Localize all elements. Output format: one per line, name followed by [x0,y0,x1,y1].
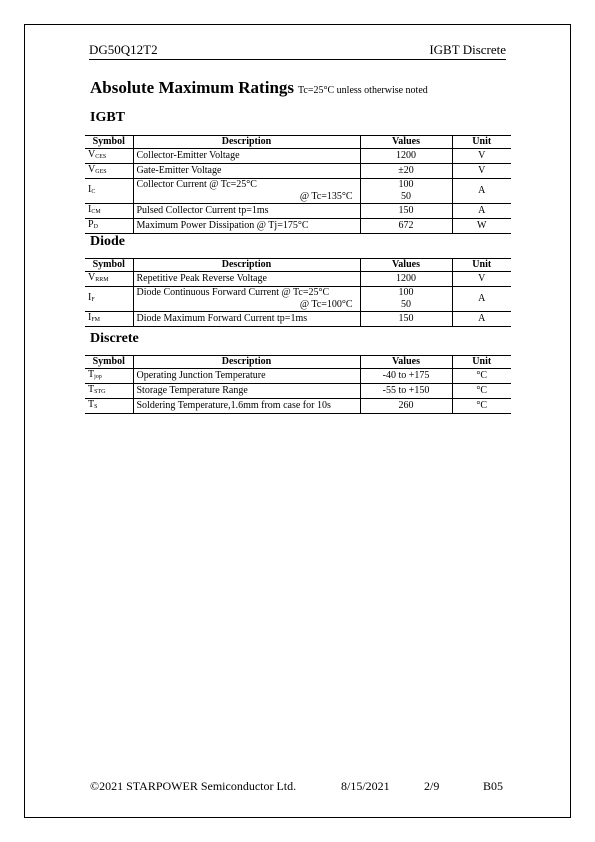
symbol-letter: V [88,149,96,160]
footer-date: 8/15/2021 [341,779,390,793]
symbol-cell [85,164,133,179]
value-line: 50 [401,299,411,310]
symbol-cell [85,149,133,164]
value-line: 672 [398,220,414,231]
symbol-letter: T [88,384,95,395]
diode-table [85,258,511,327]
table-row [85,384,511,399]
symbol-letter: I [88,312,92,323]
table-row [85,204,511,219]
value-cell [360,204,452,219]
description-line: Diode Maximum Forward Current tp=1ms [136,313,308,324]
symbol-letter: T [88,369,95,380]
description-line: Collector Current @ Tc=25°C [136,179,257,190]
table-row [85,179,511,204]
description-line: Gate-Emitter Voltage [136,165,222,176]
value-cell [360,312,452,327]
unit-header: Unit [452,136,511,149]
values-header: Values [360,136,452,149]
value-line: 100 [398,179,414,190]
symbol-cell [85,272,133,287]
description-header: Description [133,136,360,149]
unit-header: Unit [452,356,511,369]
ratings-title: Absolute Maximum Ratings [90,78,295,97]
unit-cell: °C [452,369,511,384]
part-number: DG50Q12T2 [89,42,158,57]
description-line: @ Tc=100°C [299,299,353,310]
value-cell [360,149,452,164]
page-number: 2/9 [424,779,440,793]
section-title [90,78,428,98]
symbol-letter: I [88,184,92,195]
unit-cell: A [452,312,511,327]
value-line: 260 [398,400,414,411]
value-cell [360,384,452,399]
symbol-letter: I [88,204,92,215]
unit-cell: °C [452,384,511,399]
description-cell [133,149,360,164]
symbol-letter: T [88,399,95,410]
symbol-cell [85,384,133,399]
symbol-subscript: CES [95,154,107,160]
description-header: Description [133,259,360,272]
symbol-header: Symbol [85,356,133,369]
discrete-table [85,355,511,414]
table-row [85,369,511,384]
symbol-letter: V [88,272,96,283]
symbol-subscript: S [94,404,98,410]
ratings-condition: Tc=25°C unless otherwise noted [298,85,428,96]
unit-cell: A [452,287,511,312]
symbol-cell [85,219,133,234]
table-header-row [85,259,511,272]
description-line: Diode Continuous Forward Current @ Tc=25°C [136,287,330,298]
value-cell [360,219,452,234]
value-cell [360,399,452,414]
symbol-subscript: RRM [95,277,109,283]
unit-cell: °C [452,399,511,414]
value-line: 1200 [396,273,416,284]
description-cell [133,312,360,327]
table-row [85,312,511,327]
unit-cell: A [452,204,511,219]
symbol-subscript: jop [94,374,102,380]
unit-cell: V [452,272,511,287]
description-cell [133,287,360,312]
symbol-subscript: CM [91,209,101,215]
unit-cell: V [452,149,511,164]
symbol-subscript: D [93,224,98,230]
value-cell [360,272,452,287]
description-line: Collector-Emitter Voltage [136,150,240,161]
revision-code: B05 [483,779,504,793]
description-line: Repetitive Peak Reverse Voltage [136,273,267,284]
description-line: @ Tc=135°C [299,191,353,202]
value-line: ±20 [398,165,414,176]
description-line: Pulsed Collector Current tp=1ms [136,205,269,216]
symbol-cell [85,369,133,384]
page-header [89,42,506,60]
copyright-text: ©2021 STARPOWER Semiconductor Ltd. [90,779,297,793]
description-cell [133,384,360,399]
symbol-cell [85,179,133,204]
symbol-subscript: GES [95,169,107,175]
value-line: 150 [398,205,414,216]
unit-header: Unit [452,259,511,272]
values-header: Values [360,356,452,369]
diode-heading: Diode [90,234,125,249]
symbol-cell [85,204,133,219]
value-line: -55 to +150 [382,385,430,396]
value-cell [360,179,452,204]
symbol-letter: I [88,292,92,303]
symbol-subscript: C [91,189,96,195]
symbol-subscript: FM [91,317,101,323]
description-cell [133,369,360,384]
values-header: Values [360,259,452,272]
description-line: Storage Temperature Range [136,385,248,396]
symbol-header: Symbol [85,136,133,149]
table-header-row [85,136,511,149]
description-cell [133,272,360,287]
description-header: Description [133,356,360,369]
value-line: -40 to +175 [382,370,430,381]
description-cell [133,204,360,219]
symbol-subscript: F [91,297,95,303]
symbol-cell [85,399,133,414]
value-line: 150 [398,313,414,324]
table-header-row [85,356,511,369]
value-line: 100 [398,287,414,298]
description-line: Soldering Temperature,1.6mm from case for 10s [136,400,331,411]
table-row [85,287,511,312]
description-cell [133,219,360,234]
value-cell [360,164,452,179]
igbt-heading: IGBT [90,110,126,125]
discrete-heading: Discrete [90,331,139,346]
value-line: 1200 [396,150,416,161]
unit-cell: A [452,179,511,204]
description-cell [133,164,360,179]
value-line: 50 [401,191,411,202]
value-cell [360,369,452,384]
device-category: IGBT Discrete [429,42,506,57]
igbt-table [85,135,511,234]
table-row [85,272,511,287]
table-row [85,399,511,414]
symbol-header: Symbol [85,259,133,272]
value-cell [360,287,452,312]
table-row [85,219,511,234]
description-cell [133,399,360,414]
symbol-cell [85,287,133,312]
unit-cell: W [452,219,511,234]
description-line: Operating Junction Temperature [136,370,266,381]
description-line: Maximum Power Dissipation @ Tj=175°C [136,220,309,231]
table-row [85,149,511,164]
unit-cell: V [452,164,511,179]
table-row [85,164,511,179]
symbol-cell [85,312,133,327]
description-cell [133,179,360,204]
symbol-letter: V [88,164,96,175]
symbol-letter: P [88,219,94,230]
symbol-subscript: STG [94,389,106,395]
